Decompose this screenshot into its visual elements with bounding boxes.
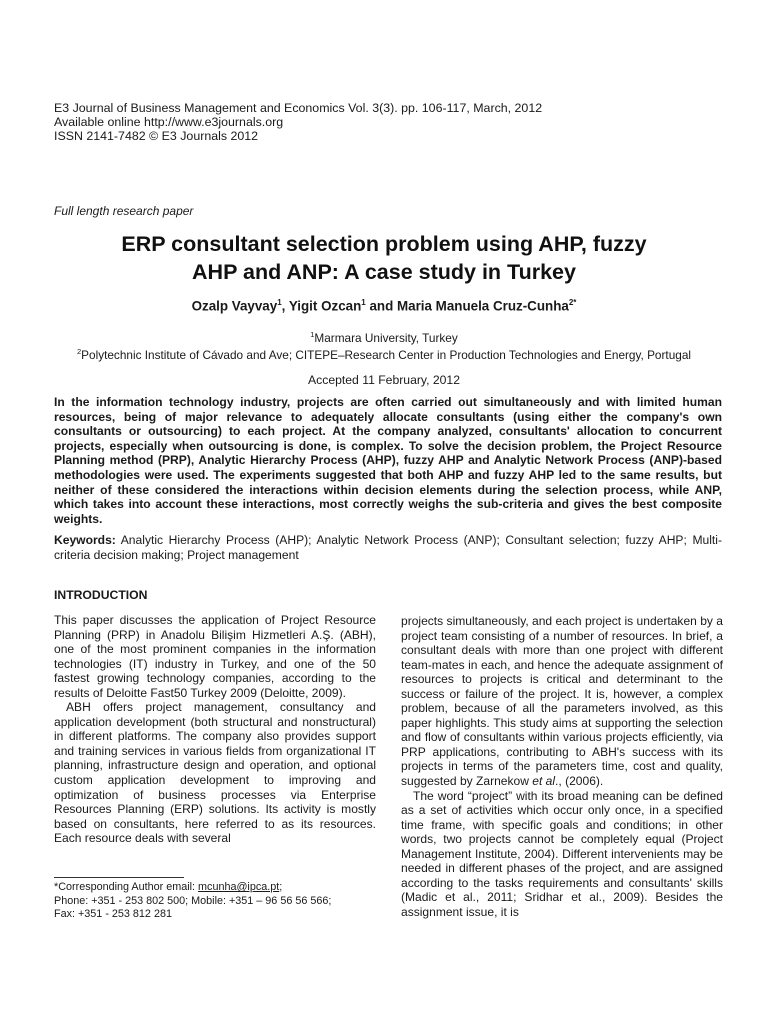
affiliation-1-mark: 1	[310, 330, 315, 339]
author-1: Ozalp Vayvay	[191, 298, 278, 314]
title-line-2: AHP and ANP: A case study in Turkey	[192, 260, 576, 284]
affiliation-1-text: Marmara University, Turkey	[314, 330, 458, 345]
paragraph-text: ., (2006).	[555, 774, 604, 789]
affiliation-2	[30, 345, 738, 362]
footnote-fax: Fax: +351 - 253 812 281	[54, 908, 172, 921]
affiliation-2-text: Polytechnic Institute of Cávado and Ave; CITEPE–Research Center in Production Technologies and Energy, Portugal	[81, 348, 692, 363]
keywords	[54, 533, 722, 562]
left-column	[54, 613, 376, 846]
affiliation-2-mark: 2	[76, 347, 82, 357]
paragraph	[401, 614, 723, 789]
author-separator: and	[365, 298, 397, 314]
footnote-email-label: *Corresponding Author email:	[54, 881, 199, 893]
paragraph-text: projects simultaneously, and each project is undertaken by a project team consisting of a number of resources. In brief, a consultant deals with more than one project with different team-mates in each, and hence the adequate assignment of resources to projects is critical and determinant to the success or failure of the project. It is, however, a complex problem, because of all the parameters involved, as this paper highlights. This study aims at supporting the selection and flow of consultants within various projects efficiently, via PRP applications, contributing to ABH's success with its projects in terms of the parameters time, cost and quality, suggested by Zarnekow	[401, 614, 723, 789]
journal-header	[54, 101, 542, 144]
section-heading: INTRODUCTION	[54, 588, 148, 602]
footnote-email-end: ;	[279, 881, 283, 893]
author-2-affil: 1	[361, 298, 366, 307]
footnote-email-line	[54, 881, 331, 895]
author-3: Maria Manuela Cruz-Cunha	[396, 298, 569, 314]
journal-citation: E3 Journal of Business Management and Economics Vol. 3(3). pp. 106-117, March, 2012	[54, 101, 543, 115]
affiliations	[30, 328, 738, 363]
abstract: In the information technology industry, projects are often carried out simultaneously and with limited human resources, being of major relevance to adequately allocate consultants (using either the company's own consultants or outsourcing) to each project. At the company analyzed, consultants' allocation to concurrent projects, especially when outsourcing is done, is complex. To solve the decision problem, the Project Resource Planning method (PRP), Analytic Hierarchy Process (AHP), fuzzy AHP and Analytic Network Process (ANP)-based methodologies were used. The experiments suggested that both AHP and fuzzy AHP led to the same results, but neither of these considered the interactions within decision elements during the selection process, while ANP, which takes into account these interactions, most correctly weighs the sub-criteria and gives the best composite weights.	[54, 395, 722, 526]
right-column	[401, 614, 723, 919]
paragraph: ABH offers project management, consultancy and application development (both structural and nonstructural) in different platforms. The company also provides support and training services in various fields from organizational IT planning, infrastructure design and operation, and optional custom application development to improving and optimization of business processes via Enterprise Resources Planning (ERP) solutions. Its activity is mostly based on consultants, here referred to as its resources. Each resource deals with several	[54, 700, 376, 846]
accepted-date: Accepted 11 February, 2012	[308, 373, 460, 387]
et-al: et al	[532, 774, 556, 789]
author-2: Yigit Ozcan	[288, 298, 362, 314]
paragraph: The word “project” with its broad meaning can be defined as a set of activities which occur only once, in a specified time frame, with specific goals and conditions; in other words, two projects cannot be completely equal (Project Management Institute, 2004). Different intervenients may be needed in different phases of the project, and are assigned according to the tasks requirements and consultants' skills (Madic et al., 2011; Sridhar et al., 2009). Besides the assignment issue, it is	[401, 788, 723, 919]
footnote-phone: Phone: +351 - 253 802 500; Mobile: +351 – 96 56 56 566;	[54, 894, 332, 907]
paper-title	[40, 230, 728, 286]
author-list	[40, 298, 728, 313]
title-line-1: ERP consultant selection problem using AHP, fuzzy	[121, 232, 647, 256]
author-email-link[interactable]: mcunha@ipca.pt	[198, 881, 280, 893]
keywords-label: Keywords:	[54, 533, 116, 547]
author-separator: ,	[281, 298, 289, 314]
author-1-affil: 1	[277, 298, 282, 307]
journal-url: Available online http://www.e3journals.org	[54, 115, 284, 130]
author-3-affil: 2*	[568, 298, 577, 307]
footnote	[54, 881, 331, 922]
paper-type: Full length research paper	[54, 204, 194, 218]
footnote-rule	[54, 877, 184, 878]
affiliation-1	[30, 328, 738, 345]
paragraph: This paper discusses the application of Project Resource Planning (PRP) in Anadolu Bilişim Hizmetleri A.Ş. (ABH), one of the most prominent companies in the information technologies (IT) industry in Turkey, and one of the 50 fastest growing technology companies, according to the results of Deloitte Fast50 Turkey 2009 (Deloitte, 2009).	[54, 613, 376, 700]
journal-issn: ISSN 2141-7482 © E3 Journals 2012	[54, 129, 259, 144]
keywords-text: Analytic Hierarchy Process (AHP); Analytic Network Process (ANP); Consultant selection; fuzzy AHP; Multi-criteria decision making; Project management	[54, 533, 722, 562]
